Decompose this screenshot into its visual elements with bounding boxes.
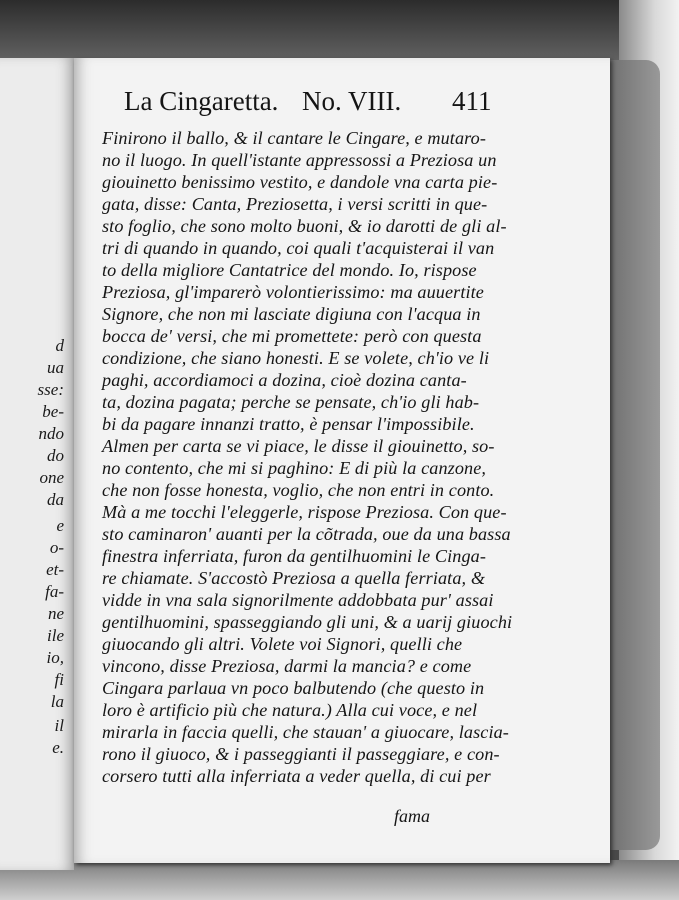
text-line: mirarla in faccia quelli, che stauan' a giuocare, lascia- bbox=[102, 722, 509, 742]
left-page-fragment: sse: bbox=[37, 380, 64, 399]
left-page-fragment: fa- bbox=[45, 582, 64, 601]
text-line: finestra inferriata, furon da gentilhuomini le Cinga- bbox=[102, 546, 487, 566]
left-page-fragment: la bbox=[50, 692, 64, 711]
left-page-fragment: il bbox=[54, 716, 64, 735]
text-line: ta, dozina pagata; perche se pensate, ch'io gli hab- bbox=[102, 392, 480, 412]
left-page-fragment: et- bbox=[46, 560, 64, 579]
left-page-fragment: e. bbox=[52, 738, 64, 757]
left-page-fragment: do bbox=[47, 446, 64, 465]
text-line: condizione, che siano honesti. E se volete, ch'io ve li bbox=[102, 348, 490, 368]
left-page-fragment: ua bbox=[47, 358, 64, 377]
text-line: tri di quando in quando, coi quali t'acquisterai il van bbox=[102, 238, 495, 258]
left-page-fragment: fi bbox=[54, 670, 64, 689]
text-line: Signore, che non mi lasciate digiuna con l'acqua in bbox=[102, 304, 481, 324]
left-page-fragment: o- bbox=[49, 538, 64, 557]
text-line: gentilhuomini, spasseggiando gli uni, & a uarij giuochi bbox=[102, 612, 513, 632]
text-line: sto foglio, che sono molto buoni, & io darotti de gli al- bbox=[102, 216, 507, 236]
left-page-fragment: e bbox=[56, 516, 64, 535]
text-line: no contento, che mi si paghino: E di più la canzone, bbox=[102, 458, 487, 478]
text-line: Almen per carta se vi piace, le disse il giouinetto, so- bbox=[102, 436, 495, 456]
running-header bbox=[124, 78, 594, 122]
text-line: giouinetto benissimo vestito, e dandole vna carta pie- bbox=[102, 172, 498, 192]
page-number: 411 bbox=[452, 86, 492, 116]
text-line: Mà a me tocchi l'eleggerle, rispose Preziosa. Con que- bbox=[102, 502, 507, 522]
text-line: bi da pagare innanzi tratto, è pensar l'impossibile. bbox=[102, 414, 475, 434]
left-page-fragment: ndo bbox=[38, 424, 64, 443]
text-line: Finirono il ballo, & il cantare le Cingare, e mutaro- bbox=[102, 128, 487, 148]
text-line: che non fosse honesta, voglio, che non entri in conto. bbox=[102, 480, 495, 500]
text-line: vincono, disse Preziosa, darmi la mancia? e come bbox=[102, 656, 472, 676]
left-page-fragment: da bbox=[47, 490, 64, 509]
text-line: rono il giuoco, & i passeggianti il passeggiare, e con- bbox=[102, 744, 500, 764]
left-page-fragment: ile bbox=[47, 626, 64, 645]
text-line: paghi, accordiamoci a dozina, cioè dozina canta- bbox=[102, 370, 467, 390]
text-line: bocca de' versi, che mi promettete: però con questa bbox=[102, 326, 482, 346]
text-line: gata, disse: Canta, Preziosetta, i versi scritti in que- bbox=[102, 194, 488, 214]
text-line: loro è artificio più che natura.) Alla cui voce, e nel bbox=[102, 700, 478, 720]
background-bottom bbox=[0, 860, 679, 900]
text-line: Cingara parlaua vn poco balbutendo (che questo in bbox=[102, 678, 485, 698]
left-page-fragment: d bbox=[55, 336, 64, 355]
left-page-fragment: one bbox=[39, 468, 64, 487]
text-line: no il luogo. In quell'istante appressossi a Preziosa un bbox=[102, 150, 497, 170]
text-line: giuocando gli altri. Volete voi Signori, quelli che bbox=[102, 634, 463, 654]
text-line: sto caminaron' auanti per la cõtrada, oue da una bassa bbox=[102, 524, 511, 544]
left-page-fragment: io, bbox=[46, 648, 64, 667]
page-title: La Cingaretta. bbox=[124, 86, 279, 116]
text-line: to della migliore Cantatrice del mondo. Io, rispose bbox=[102, 260, 477, 280]
left-page-fragment: be- bbox=[42, 402, 64, 421]
text-line: corsero tutti alla inferriata a veder quella, di cui per bbox=[102, 766, 491, 786]
text-line: vidde in vna sala signorilmente addobbata pur' assai bbox=[102, 590, 494, 610]
right-page bbox=[74, 58, 610, 863]
chapter-number: No. VIII. bbox=[302, 86, 402, 116]
text-line: re chiamate. S'accostò Preziosa a quella ferriata, & bbox=[102, 568, 486, 588]
left-page bbox=[0, 58, 74, 870]
catchword: fama bbox=[394, 806, 430, 826]
left-page-fragment: ne bbox=[47, 604, 64, 623]
text-line: Preziosa, gl'imparerò volontierissimo: ma auuertite bbox=[102, 282, 484, 302]
